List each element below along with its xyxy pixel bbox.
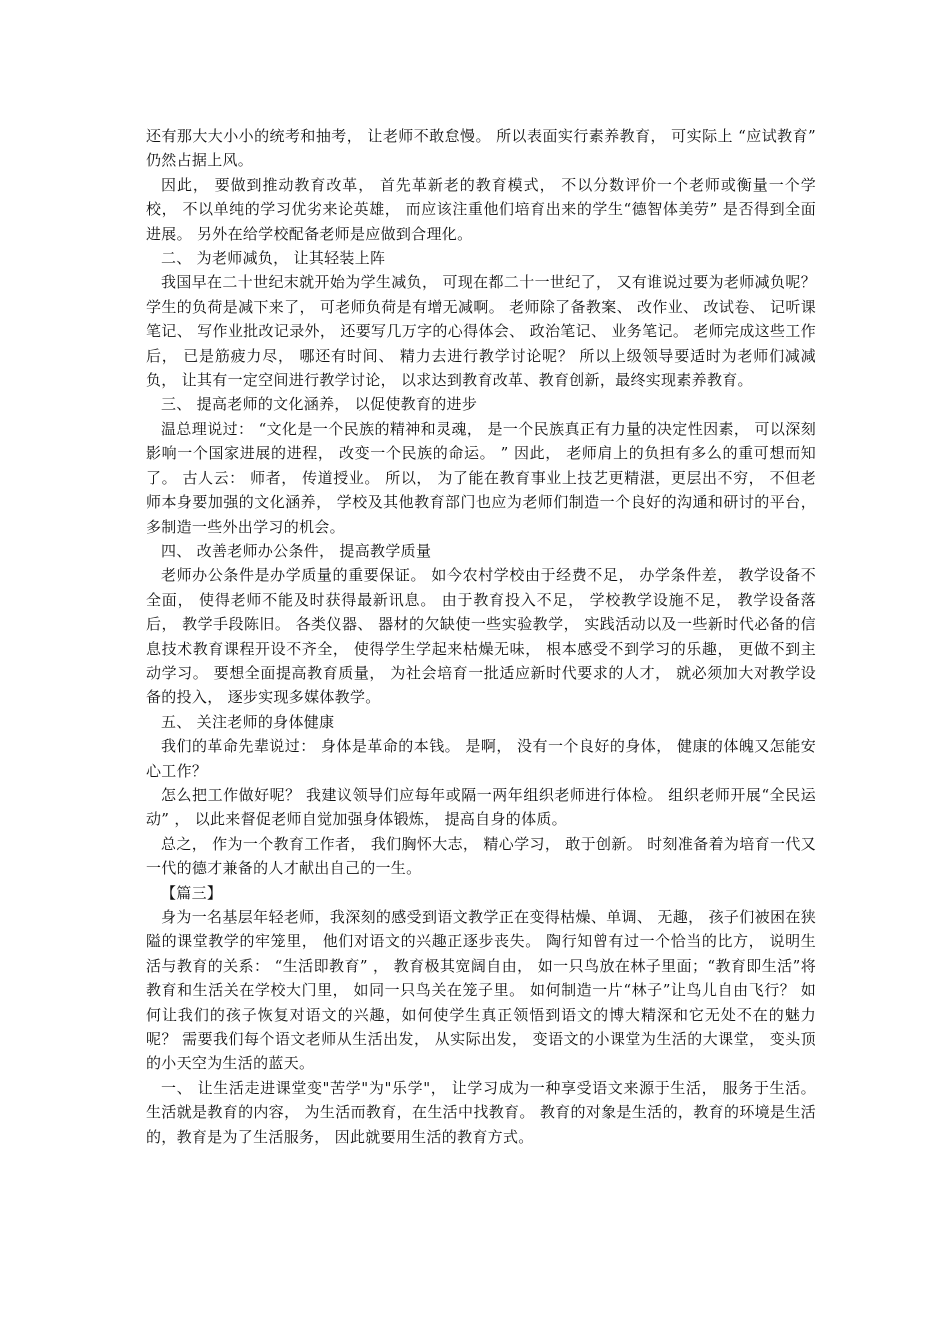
paragraph: 因此， 要做到推动教育改革， 首先革新老的教育模式， 不以分数评价一个老师或衡量一个学校， 不以单纯的学习优劣来论英雄， 而应该注重他们培育出来的学生“德智体美劳” 是否得到全面进展。 另外在给学校配备老师是应做到合理化。 <box>146 175 816 243</box>
section-heading: 三、 提高老师的文化涵养， 以促使教育的进步 <box>161 395 478 414</box>
section-heading: 二、 为老师减负， 让其轻装上阵 <box>161 249 386 268</box>
paragraph: 我国早在二十世纪末就开始为学生减负， 可现在都二十一世纪了， 又有谁说过要为老师减负呢？ 学生的负荷是减下来了， 可老师负荷是有增无减啊。 老师除了备教案、 改作业、 改试卷、 记听课笔记、 写作业批改记录外， 还要写几万字的心得体会、 政治笔记、 业务笔记。 老师完成这些工作后， 已是筋疲力尽， 哪还有时间、 精力去进行教学讨论呢？ 所以上级领导要适时为老师们减减负， 让其有一定空间进行教学讨论， 以求达到教育改革、教育创新，最终实现素养教育。 <box>146 273 816 390</box>
paragraph: 温总理说过： “文化是一个民族的精神和灵魂， 是一个民族真正有力量的决定性因素， 可以深刻影响一个国家进展的进程， 改变一个民族的命运。 ” 因此， 老师肩上的负担有多么的重可想而知了。 古人云： 师者， 传道授业。 所以， 为了能在教育事业上技艺更精湛，更层出不穷， 不但老师本身要加强的文化涵养， 学校及其他教育部门也应为老师们制造一个良好的沟通和研讨的平台， 多制造一些外出学习的机会。 <box>146 419 816 536</box>
paragraph: 一、 让生活走进课堂变"苦学"为"乐学"， 让学习成为一种享受语文来源于生活， 服务于生活。 生活就是教育的内容， 为生活而教育，在生活中找教育。 教育的对象是生活的，教育的环境是生活的，教育是为了生活服务， 因此就要用生活的教育方式。 <box>146 1078 816 1146</box>
paragraph: 身为一名基层年轻老师，我深刻的感受到语文教学正在变得枯燥、单调、 无趣， 孩子们被困在狭隘的课堂教学的牢笼里， 他们对语文的兴趣正逐步丧失。 陶行知曾有过一个恰当的比方， 说明生活与教育的关系： “生活即教育” ， 教育极其宽阔自由， 如一只鸟放在林子里面；“教育即生活”将教育和生活关在学校大门里， 如同一只鸟关在笼子里。 如何制造一片“林子”让鸟儿自由飞行？ 如何让我们的孩子恢复对语文的兴趣，如何使学生真正领悟到语文的博大精深和它无处不在的魅力呢？ 需要我们每个语文老师从生活出发， 从实际出发， 变语文的小课堂为生活的大课堂， 变头顶的小天空为生活的蓝天。 <box>146 908 816 1073</box>
paragraph: 老师办公条件是办学质量的重要保证。 如今农村学校由于经费不足， 办学条件差， 教学设备不全面， 使得老师不能及时获得最新讯息。 由于教育投入不足， 学校教学设施不足， 教学设备落后， 教学手段陈旧。 各类仪器、 器材的欠缺使一些实验教学， 实践活动以及一些新时代必备的信息技术教育课程开设不齐全， 使得学生学起来枯燥无味， 根本感受不到学习的乐趣， 更做不到主动学习。 要想全面提高教育质量， 为社会培育一批适应新时代要求的人才， 就必须加大对教学设备的投入， 逐步实现多媒体教学。 <box>146 566 816 707</box>
document-body <box>146 124 816 1149</box>
section-heading: 五、 关注老师的身体健康 <box>161 712 335 731</box>
section-heading: 四、 改善老师办公条件， 提高教学质量 <box>161 541 432 560</box>
paragraph: 总之， 作为一个教育工作者， 我们胸怀大志， 精心学习， 敢于创新。 时刻准备着为培育一代又一代的德才兼备的人才献出自己的一生。 <box>146 834 816 878</box>
chapter-heading: 【篇三】 <box>161 883 223 902</box>
paragraph: 怎么把工作做好呢？ 我建议领导们应每年或隔一两年组织老师进行体检。 组织老师开展“全民运动” ， 以此来督促老师自觉加强身体锻炼， 提高自身的体质。 <box>146 785 816 829</box>
paragraph: 我们的革命先辈说过： 身体是革命的本钱。 是啊， 没有一个良好的身体， 健康的体魄又怎能安心工作？ <box>146 737 816 780</box>
paragraph: 还有那大大小小的统考和抽考， 让老师不敢怠慢。 所以表面实行素养教育， 可实际上 “应试教育” 仍然占据上风。 <box>146 127 816 170</box>
